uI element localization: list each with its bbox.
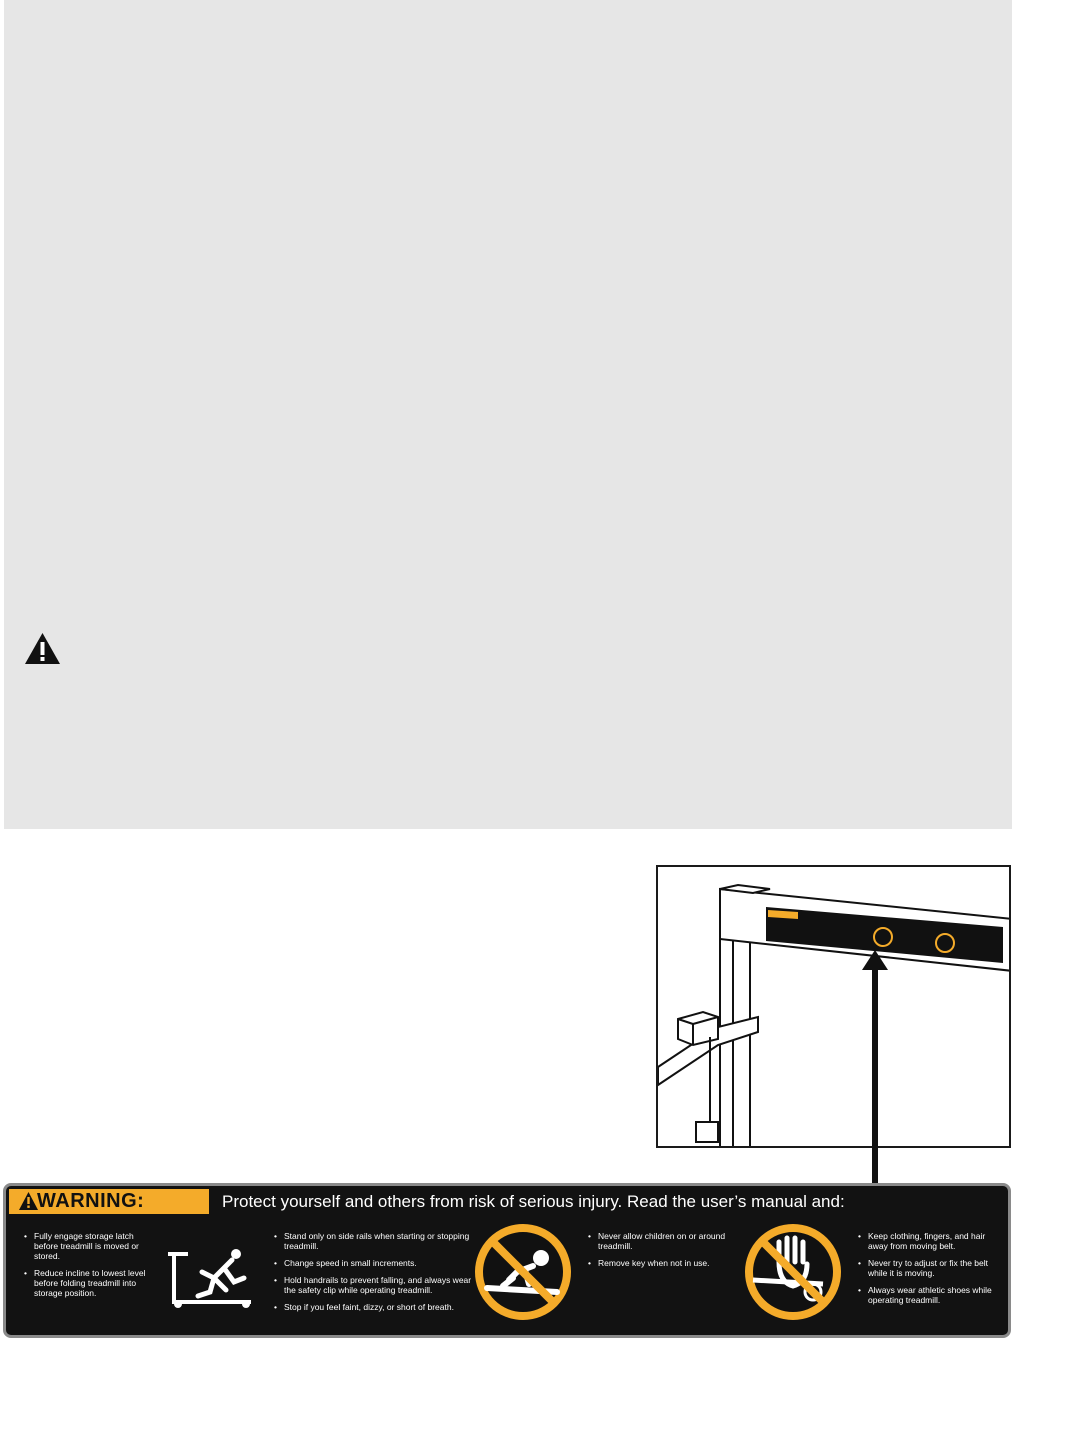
falling-person-icon xyxy=(166,1242,258,1312)
arrowhead-icon xyxy=(862,950,888,970)
warning-intro: Protect yourself and others from risk of serious injury. Read the user’s manual and: xyxy=(222,1192,845,1211)
warning-item: • Reduce incline to lowest level before folding treadmill into storage position. xyxy=(22,1268,152,1298)
warning-triangle-icon xyxy=(19,1192,38,1210)
no-hands-belt-icon xyxy=(743,1222,843,1322)
warning-title: WARNING: xyxy=(37,1190,145,1212)
no-children-icon xyxy=(473,1222,573,1322)
pointer-arrow xyxy=(872,960,878,1185)
warning-item: • Stop if you feel faint, dizzy, or short of breath. xyxy=(272,1302,472,1312)
warning-item: • Change speed in small increments. xyxy=(272,1258,472,1268)
warning-item: • Hold handrails to prevent falling, and always wear the safety clip while operating treadmill. xyxy=(272,1275,472,1295)
warning-item: • Never allow children on or around treadmill. xyxy=(586,1231,736,1251)
warning-column-3 xyxy=(586,1231,736,1275)
warning-item: • Always wear athletic shoes while operating treadmill. xyxy=(856,1285,1006,1305)
warning-column-1 xyxy=(22,1231,152,1305)
warning-item: • Fully engage storage latch before treadmill is moved or stored. xyxy=(22,1231,152,1261)
warning-column-4 xyxy=(856,1231,1006,1312)
warning-item: • Remove key when not in use. xyxy=(586,1258,736,1268)
warning-item: • Stand only on side rails when starting or stopping treadmill. xyxy=(272,1231,472,1251)
warning-header xyxy=(9,1189,209,1214)
warning-notice-panel xyxy=(4,0,1012,829)
warning-item: • Keep clothing, fingers, and hair away from moving belt. xyxy=(856,1231,1006,1251)
warning-column-2 xyxy=(272,1231,472,1319)
warning-item: • Never try to adjust or fix the belt while it is moving. xyxy=(856,1258,1006,1278)
caution-triangle-icon xyxy=(24,632,61,665)
warning-decal xyxy=(3,1183,1011,1338)
decal-location-diagram xyxy=(656,865,1011,1148)
